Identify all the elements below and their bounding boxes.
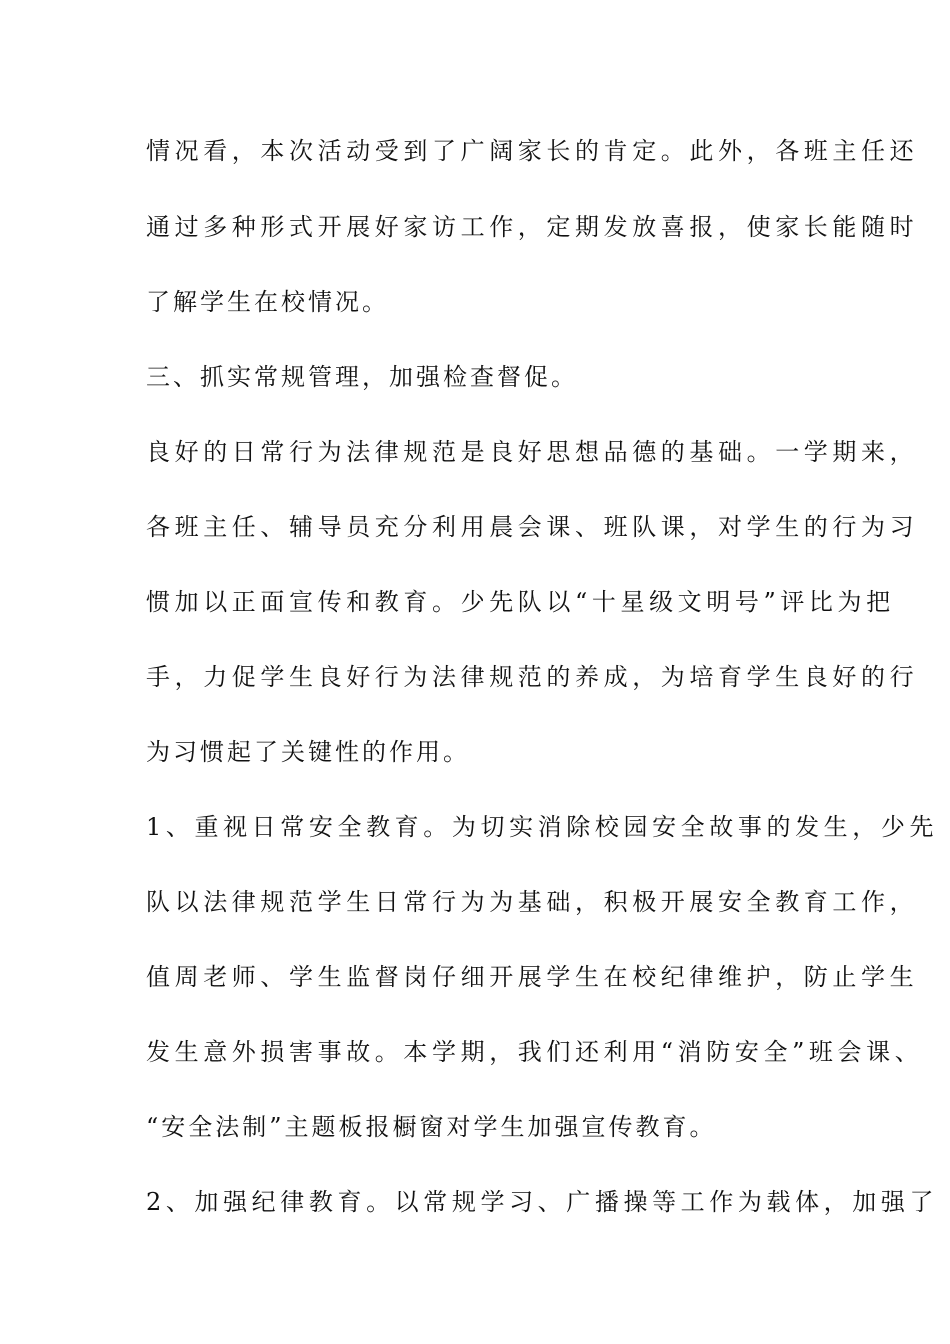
text-line: “安全法制”主题板报橱窗对学生加强宣传教育。 <box>146 1113 717 1141</box>
text-line: 了解学生在校情况。 <box>146 288 389 316</box>
section-heading: 三、抓实常规管理，加强检查督促。 <box>146 363 578 391</box>
text-line: 惯加以正面宣传和教育。少先队以“十星级文明号”评比为把 <box>146 588 895 616</box>
text-line: 情况看，本次活动受到了广阔家长的肯定。此外，各班主任还 <box>146 137 919 165</box>
text-line: 1、重视日常安全教育。为切实消除校园安全故事的发生，少先 <box>146 813 939 841</box>
text-line: 通过多种形式开展好家访工作，定期发放喜报，使家长能随时 <box>146 213 919 241</box>
text-line: 发生意外损害事故。本学期，我们还利用“消防安全”班会课、 <box>146 1038 924 1066</box>
text-line: 队以法律规范学生日常行为为基础，积极开展安全教育工作， <box>146 888 919 916</box>
text-line: 各班主任、辅导员充分利用晨会课、班队课，对学生的行为习 <box>146 513 919 541</box>
text-line: 值周老师、学生监督岗仔细开展学生在校纪律维护，防止学生 <box>146 963 919 991</box>
text-line: 手，力促学生良好行为法律规范的养成，为培育学生良好的行 <box>146 663 919 691</box>
text-line: 2、加强纪律教育。以常规学习、广播操等工作为载体，加强了 <box>146 1188 939 1216</box>
text-line: 良好的日常行为法律规范是良好思想品德的基础。一学期来， <box>146 438 919 466</box>
text-line: 为习惯起了关键性的作用。 <box>146 738 470 766</box>
